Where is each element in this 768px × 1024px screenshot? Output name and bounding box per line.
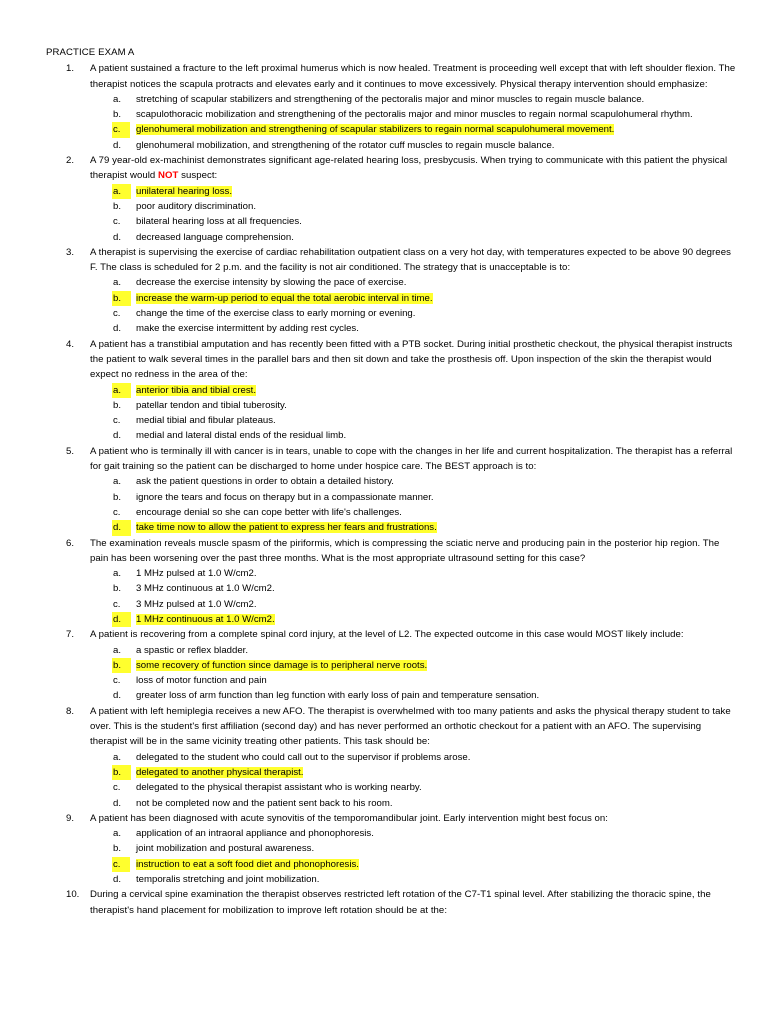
- option-letter: b.: [113, 843, 122, 855]
- option-text: joint mobilization and postural awareness.: [136, 843, 315, 855]
- question-10: [46, 887, 738, 918]
- exam-title: PRACTICE EXAM A: [46, 47, 135, 58]
- question-6: [46, 536, 738, 628]
- question-text: A patient has been diagnosed with acute synovitis of the temporomandibular joint. Early intervention might best focus on:: [90, 812, 609, 824]
- option-text: change the time of the exercise class to early morning or evening.: [136, 308, 416, 320]
- answer-option-highlighted: [90, 658, 738, 673]
- option-text: medial and lateral distal ends of the residual limb.: [136, 430, 347, 442]
- answer-option: [90, 92, 738, 107]
- answer-option: [90, 413, 738, 428]
- answer-option: [90, 321, 738, 336]
- option-text: delegated to another physical therapist.: [136, 766, 304, 778]
- option-letter: a.: [113, 828, 122, 840]
- question-text: A therapist is supervising the exercise of cardiac rehabilitation outpatient class on a very hot day, with temperatures expected to be above 90 degrees F. The class is scheduled for 2 p.m. and the facility is not air conditioned. The strategy that is unacceptable is to:: [90, 246, 731, 274]
- option-letter: c.: [113, 308, 121, 320]
- option-letter: a.: [112, 383, 131, 398]
- option-letter: a.: [113, 568, 122, 580]
- option-text: a spastic or reflex bladder.: [136, 644, 248, 656]
- option-text: application of an intraoral appliance and phonophoresis.: [136, 828, 374, 840]
- answer-option-highlighted: [90, 291, 738, 306]
- answer-option-highlighted: [90, 184, 738, 199]
- option-text: 3 MHz continuous at 1.0 W/cm2.: [136, 583, 275, 595]
- option-letter: d.: [113, 690, 122, 702]
- answer-option-highlighted: [90, 383, 738, 398]
- question-1: [46, 61, 738, 153]
- option-letter: a.: [113, 277, 122, 289]
- option-letter: d.: [112, 612, 131, 627]
- option-letter: a.: [113, 751, 122, 763]
- question-text-after: suspect:: [178, 170, 218, 182]
- question-text: A patient has a transtibial amputation and has recently been fitted with a PTB socket. During initial prosthetic checkout, the physical therapist instructs the patient to walk several times in the parallel bars and then sit down and take the prosthesis off. Upon inspection of the skin the therapist would expect no redness in the area of the:: [90, 338, 733, 381]
- option-text: encourage denial so she can cope better with life's challenges.: [136, 506, 402, 518]
- answer-option: [90, 826, 738, 841]
- answer-option: [90, 597, 738, 612]
- option-text: anterior tibia and tibial crest.: [136, 384, 256, 396]
- option-text: poor auditory discrimination.: [136, 200, 256, 212]
- option-letter: a.: [113, 93, 122, 105]
- answer-option: [90, 673, 738, 688]
- answer-option: [90, 138, 738, 153]
- answer-option-highlighted: [90, 520, 738, 535]
- option-letter: b.: [113, 491, 122, 503]
- question-7: [46, 627, 738, 703]
- option-text: temporalis stretching and joint mobilization.: [136, 874, 320, 886]
- option-text: 3 MHz pulsed at 1.0 W/cm2.: [136, 598, 257, 610]
- answer-option: [90, 505, 738, 520]
- option-letter: d.: [113, 430, 122, 442]
- option-letter: d.: [113, 874, 122, 886]
- question-text: The examination reveals muscle spasm of the piriformis, which is compressing the sciatic nerve and producing pain in the posterior hip region. The pain has been worsening over the past three months. What is the most appropriate ultrasound setting for this case?: [90, 537, 720, 564]
- option-text: bilateral hearing loss at all frequencies.: [136, 216, 302, 228]
- answer-option: [90, 872, 738, 887]
- question-2: [46, 153, 738, 245]
- answer-option: [90, 750, 738, 765]
- option-letter: d.: [113, 231, 122, 243]
- answer-option: [90, 643, 738, 658]
- option-text: scapulothoracic mobilization and strengthening of the pectoralis major and minor muscles to regain normal scapulohumeral rhythm.: [136, 109, 693, 121]
- answer-option: [90, 107, 738, 122]
- answer-option-highlighted: [90, 122, 738, 137]
- option-text: ignore the tears and focus on therapy but in a compassionate manner.: [136, 491, 434, 503]
- question-number: 9.: [66, 812, 75, 824]
- option-letter: c.: [113, 675, 121, 687]
- question-number: 7.: [66, 629, 75, 641]
- option-letter: d.: [113, 797, 122, 809]
- option-letter: d.: [113, 139, 122, 151]
- option-text: decrease the exercise intensity by slowing the pace of exercise.: [136, 277, 407, 289]
- answer-option-highlighted: [90, 612, 738, 627]
- option-letter: c.: [113, 506, 121, 518]
- question-4: [46, 337, 738, 444]
- option-text: 1 MHz pulsed at 1.0 W/cm2.: [136, 568, 257, 580]
- question-list: [46, 61, 738, 918]
- question-text: A patient with left hemiplegia receives a new AFO. The therapist is overwhelmed with too many patients and asks the physical therapy student to take over. This is the student's first affiliation (second day) and has never performed an orthotic checkout for a patient with an AFO. The supervising therapist will be in the same vicinity treating other patients. This task should be:: [90, 705, 731, 748]
- answer-option: [90, 275, 738, 290]
- option-letter: c.: [113, 782, 121, 794]
- answer-option: [90, 199, 738, 214]
- question-number: 5.: [66, 445, 75, 457]
- emphasis-not: NOT: [158, 170, 179, 182]
- option-text: ask the patient questions in order to obtain a detailed history.: [136, 476, 394, 488]
- question-number: 4.: [66, 338, 75, 350]
- answer-option: [90, 566, 738, 581]
- option-text: increase the warm-up period to equal the total aerobic interval in time.: [136, 292, 433, 304]
- option-letter: d.: [112, 520, 131, 535]
- question-number: 1.: [66, 63, 75, 75]
- question-number: 2.: [66, 155, 75, 167]
- answer-option: [90, 490, 738, 505]
- answer-option: [90, 230, 738, 245]
- question-9: [46, 811, 738, 887]
- option-letter: d.: [113, 323, 122, 335]
- answer-option: [90, 428, 738, 443]
- option-letter: a.: [113, 644, 122, 656]
- question-number: 6.: [66, 537, 75, 549]
- option-letter: b.: [113, 200, 122, 212]
- option-letter: c.: [113, 216, 121, 228]
- option-text: patellar tendon and tibial tuberosity.: [136, 399, 287, 411]
- option-text: loss of motor function and pain: [136, 675, 267, 687]
- option-letter: c.: [113, 415, 121, 427]
- option-text: take time now to allow the patient to express her fears and frustrations.: [136, 522, 437, 534]
- option-letter: c.: [113, 598, 121, 610]
- option-letter: a.: [113, 476, 122, 488]
- option-letter: b.: [112, 291, 131, 306]
- option-text: delegated to the physical therapist assistant who is working nearby.: [136, 782, 422, 794]
- option-text: unilateral hearing loss.: [136, 185, 232, 197]
- option-text: some recovery of function since damage is to peripheral nerve roots.: [136, 659, 428, 671]
- answer-option: [90, 398, 738, 413]
- option-text: stretching of scapular stabilizers and strengthening of the pectoralis major and minor muscles to regain muscle balance.: [136, 93, 645, 105]
- option-text: medial tibial and fibular plateaus.: [136, 415, 276, 427]
- option-text: glenohumeral mobilization, and strengthening of the rotator cuff muscles to regain muscle balance.: [136, 139, 555, 151]
- answer-option: [90, 581, 738, 596]
- answer-option: [90, 796, 738, 811]
- answer-option: [90, 306, 738, 321]
- option-text: glenohumeral mobilization and strengthening of scapular stabilizers to regain normal scapulohumeral movement.: [136, 124, 615, 136]
- option-letter: c.: [112, 122, 130, 137]
- answer-option: [90, 474, 738, 489]
- question-text: A patient sustained a fracture to the left proximal humerus which is now healed. Treatment is proceeding well except that with left shoulder flexion. The therapist notices the scapula protracts and elevates early and it continues to move excessively. Physical therapy intervention should emphasize:: [90, 63, 736, 90]
- question-text: A patient is recovering from a complete spinal cord injury, at the level of L2. The expected outcome in this case would MOST likely include:: [90, 629, 684, 641]
- question-text: [90, 153, 738, 184]
- question-number: 8.: [66, 705, 75, 717]
- question-text: During a cervical spine examination the therapist observes restricted left rotation of the C7-T1 spinal level. After stabilizing the thoracic spine, the therapist's hand placement for mobilization to improve left rotation should be at the:: [90, 889, 711, 916]
- option-letter: c.: [112, 857, 130, 872]
- answer-option: [90, 214, 738, 229]
- option-letter: b.: [113, 399, 122, 411]
- question-5: [46, 444, 738, 536]
- option-text: instruction to eat a soft food diet and phonophoresis.: [136, 858, 359, 870]
- answer-option: [90, 780, 738, 795]
- option-text: not be completed now and the patient sent back to his room.: [136, 797, 393, 809]
- question-number: 3.: [66, 246, 75, 258]
- question-text-before: A 79 year-old ex-machinist demonstrates significant age-related hearing loss, presbycusis. When trying to communicate with this patient the physical therapist would: [90, 155, 728, 182]
- option-text: decreased language comprehension.: [136, 231, 294, 243]
- option-letter: b.: [112, 658, 131, 673]
- option-text: 1 MHz continuous at 1.0 W/cm2.: [136, 613, 275, 625]
- question-3: [46, 245, 738, 337]
- answer-option: [90, 688, 738, 703]
- question-text: A patient who is terminally ill with cancer is in tears, unable to cope with the changes in her life and current hospitalization. The therapist has a referral for gait training so the patient can be discharged to home under hospice care. The BEST approach is to:: [90, 445, 733, 473]
- option-text: make the exercise intermittent by adding rest cycles.: [136, 323, 359, 335]
- option-letter: b.: [113, 583, 122, 595]
- option-letter: a.: [112, 184, 131, 199]
- question-number: 10.: [66, 889, 80, 901]
- answer-option: [90, 841, 738, 856]
- answer-option-highlighted: [90, 765, 738, 780]
- answer-option-highlighted: [90, 857, 738, 872]
- question-8: [46, 704, 738, 811]
- option-text: delegated to the student who could call out to the supervisor if problems arose.: [136, 751, 471, 763]
- option-letter: b.: [112, 765, 131, 780]
- option-text: greater loss of arm function than leg function with early loss of pain and temperature sensation.: [136, 690, 540, 702]
- option-letter: b.: [113, 109, 122, 121]
